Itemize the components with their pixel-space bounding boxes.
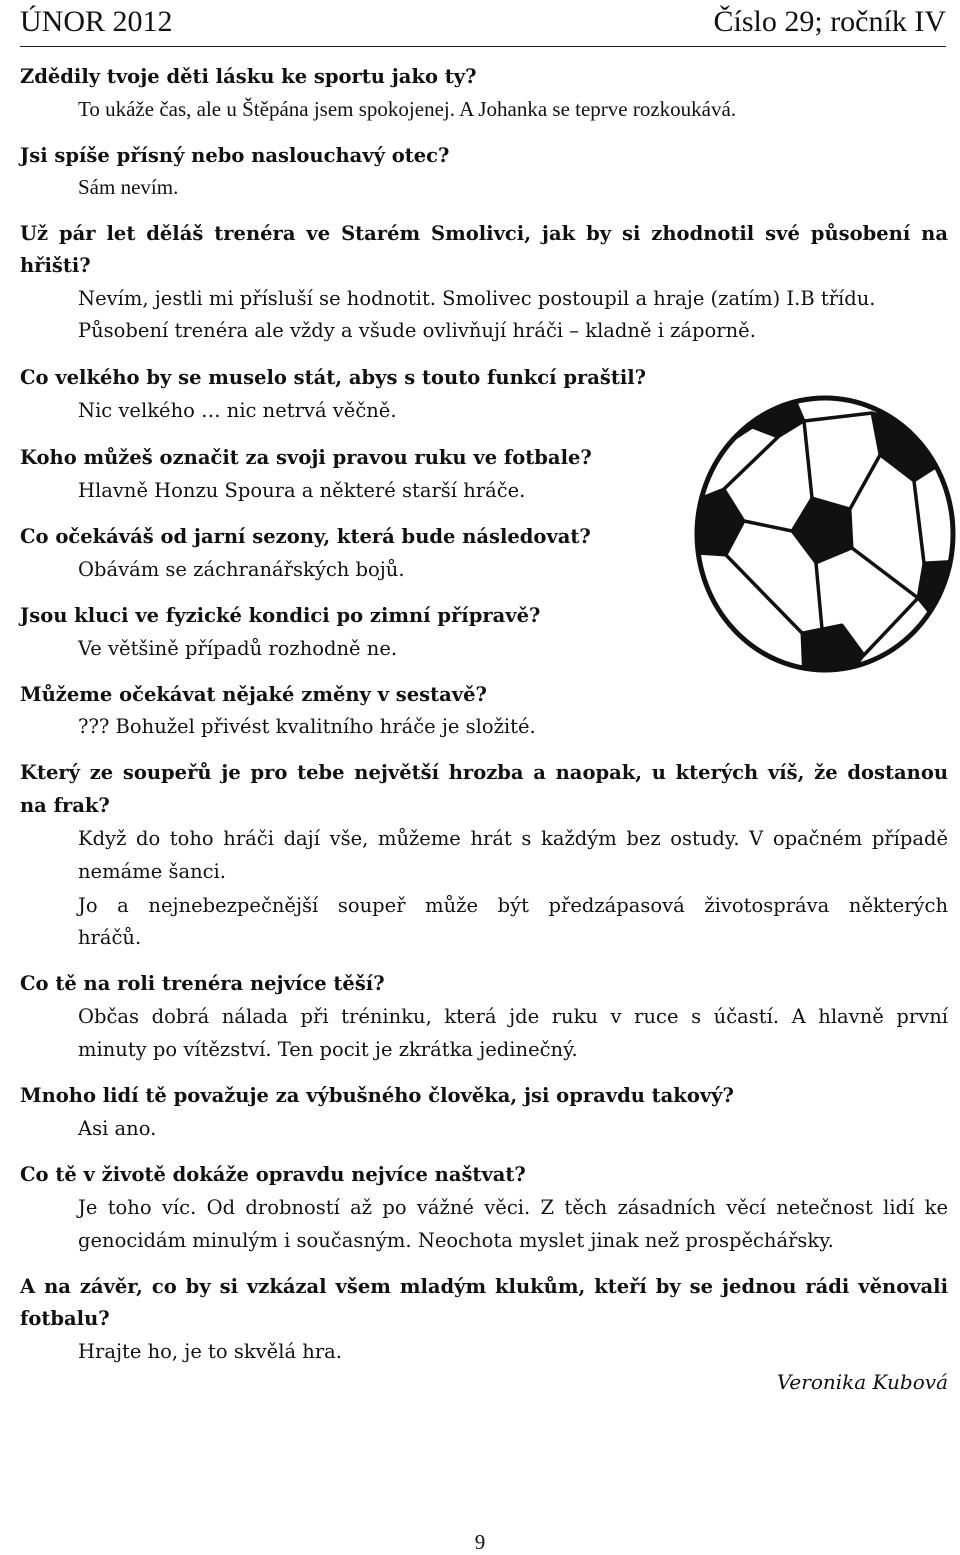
question-3-line-2: hřišti? <box>20 254 91 277</box>
answer-1: To ukáže čas, ale u Štěpána jsem spokojenej. A Johanka se teprve rozkoukává. <box>78 97 737 121</box>
answer-4: Nic velkého … nic netrvá věčně. <box>78 399 397 422</box>
answer-13: Hrajte ho, je to skvělá hra. <box>78 1340 342 1363</box>
question-13-line-2: fotbalu? <box>20 1307 110 1330</box>
answer-7: Ve většině případů rozhodně ne. <box>78 637 398 660</box>
answer-9-line-2: nemáme šanci. <box>78 860 226 883</box>
question-3-line-1: Už pár let děláš trenéra ve Starém Smolivci, jak by si zhodnotil své působení na <box>20 222 948 245</box>
soccer-ball-icon <box>692 393 958 675</box>
answer-9-line-1: Když do toho hráči dají vše, můžeme hrát s každým bez ostudy. V opačném případě <box>78 827 948 850</box>
question-9-line-2: na frak? <box>20 794 110 817</box>
question-11: Mnoho lidí tě považuje za výbušného člověka, jsi opravdu takový? <box>20 1084 734 1107</box>
question-6: Co očekáváš od jarní sezony, která bude následovat? <box>20 525 591 548</box>
question-9-line-1: Který ze soupeřů je pro tebe největší hrozba a naopak, u kterých víš, že dostanou <box>20 761 948 784</box>
answer-9-line-3: Jo a nejnebezpečnější soupeř může být předzápasová životospráva některých <box>78 894 948 917</box>
question-10: Co tě na roli trenéra nejvíce těší? <box>20 972 385 995</box>
answer-2: Sám nevím. <box>78 175 179 199</box>
page-header <box>20 0 946 47</box>
answer-8: ??? Bohužel přivést kvalitního hráče je složité. <box>78 715 536 738</box>
answer-10-line-1: Občas dobrá nálada při tréninku, která jde ruku v ruce s účastí. A hlavně první <box>78 1005 948 1028</box>
answer-9-line-4: hráčů. <box>78 926 142 949</box>
answer-10-line-2: minuty po vítězství. Ten pocit je zkrátka jedinečný. <box>78 1038 578 1061</box>
answer-12-line-2: genocidám minulým i současným. Neochota myslet jinak než prospěchářsky. <box>78 1229 834 1252</box>
answer-11: Asi ano. <box>78 1117 157 1140</box>
answer-3-line-2: Působení trenéra ale vždy a všude ovlivňují hráči – kladně i záporně. <box>78 319 756 342</box>
question-5: Koho můžeš označit za svoji pravou ruku ve fotbale? <box>20 446 592 469</box>
page-number: 9 <box>474 1530 486 1554</box>
question-2: Jsi spíše přísný nebo naslouchavý otec? <box>20 144 450 167</box>
answer-12-line-1: Je toho víc. Od drobností až po vážné věci. Z těch zásadních věcí netečnost lidí ke <box>78 1196 948 1219</box>
answer-3-line-1: Nevím, jestli mi přísluší se hodnotit. Smolivec postoupil a hraje (zatím) I.B třídu. <box>78 287 876 310</box>
question-8: Můžeme očekávat nějaké změny v sestavě? <box>20 683 487 706</box>
issue-date: ÚNOR 2012 <box>20 5 173 38</box>
question-13-line-1: A na závěr, co by si vzkázal všem mladým klukům, kteří by se jednou rádi věnovali <box>20 1275 948 1298</box>
question-1: Zdědily tvoje děti lásku ke sportu jako ty? <box>20 65 477 88</box>
question-12: Co tě v životě dokáže opravdu nejvíce naštvat? <box>20 1163 526 1186</box>
author-signature: Veronika Kubová <box>776 1370 948 1394</box>
question-7: Jsou kluci ve fyzické kondici po zimní přípravě? <box>20 604 541 627</box>
answer-6: Obávám se záchranářských bojů. <box>78 558 405 581</box>
issue-number: Číslo 29; ročník IV <box>713 5 946 38</box>
question-4: Co velkého by se muselo stát, abys s touto funkcí praštil? <box>20 366 647 389</box>
answer-5: Hlavně Honzu Spoura a některé starší hráče. <box>78 479 526 502</box>
